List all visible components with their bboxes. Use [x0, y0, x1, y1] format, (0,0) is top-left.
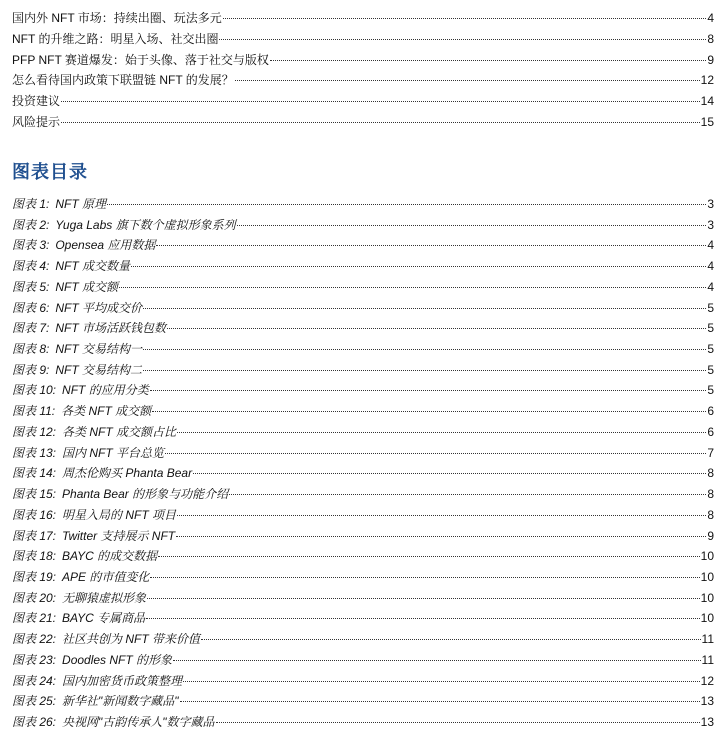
figure-label: 图表 20: — [12, 590, 57, 605]
figure-entry[interactable] — [12, 235, 714, 256]
figure-entry-text — [12, 712, 215, 733]
dot-leader — [152, 411, 706, 412]
figure-label: 图表 5: — [12, 279, 50, 294]
figure-page: 8 — [707, 507, 714, 522]
dot-leader — [107, 204, 706, 205]
figure-page: 13 — [700, 694, 714, 709]
figure-page: 11 — [701, 652, 714, 667]
figure-title: NFT 成交额 — [55, 279, 119, 294]
dot-leader — [177, 432, 706, 433]
figure-label: 图表 15: — [12, 487, 57, 502]
figure-page: 4 — [707, 279, 714, 294]
figures-heading: 图表目录 — [12, 162, 88, 182]
toc-entry-title: NFT 的升维之路：明星入场、社交出圈 — [12, 31, 219, 46]
figure-label: 图表 10: — [12, 383, 57, 398]
figure-page: 5 — [707, 300, 714, 315]
figure-entry[interactable] — [12, 401, 714, 422]
dot-leader — [150, 577, 699, 578]
figure-entry[interactable] — [12, 256, 714, 277]
figure-entry-text — [12, 380, 149, 401]
figure-entry-text — [12, 256, 130, 277]
figure-page: 11 — [701, 632, 714, 647]
figure-entry-text — [12, 215, 236, 236]
figure-title: 新华社"新闻数字藏品" — [62, 694, 179, 709]
figure-page: 8 — [707, 487, 714, 502]
dot-leader — [177, 515, 706, 516]
figure-title: NFT 市场活跃钱包数 — [55, 321, 167, 336]
figure-entry[interactable] — [12, 691, 714, 712]
figure-entry[interactable] — [12, 298, 714, 319]
dot-leader — [119, 287, 706, 288]
figure-label: 图表 24: — [12, 673, 57, 688]
figure-entry[interactable] — [12, 463, 714, 484]
figure-entry[interactable] — [12, 629, 714, 650]
figure-title: 央视网"古韵传承人"数字藏品 — [62, 714, 215, 729]
dot-leader — [237, 225, 707, 226]
figure-entry-text — [12, 588, 146, 609]
dot-leader — [156, 245, 706, 246]
figure-label: 图表 7: — [12, 321, 50, 336]
dot-leader — [131, 266, 706, 267]
figure-entry-text — [12, 277, 118, 298]
figure-entry[interactable] — [12, 443, 714, 464]
toc-entry-page: 8 — [707, 31, 714, 46]
dot-leader — [193, 473, 706, 474]
figure-page: 3 — [707, 197, 714, 211]
figure-label: 图表 9: — [12, 362, 50, 377]
figure-entry-text — [12, 235, 155, 256]
dot-leader — [146, 618, 699, 619]
figure-entry-text — [12, 298, 142, 319]
figure-entry-text — [12, 546, 157, 567]
figure-page: 6 — [707, 404, 714, 419]
figure-entry-text — [12, 443, 164, 464]
figure-entry-text — [12, 484, 228, 505]
toc-entry[interactable] — [12, 50, 714, 71]
figure-entry[interactable] — [12, 567, 714, 588]
dot-leader — [180, 701, 700, 702]
figure-label: 图表 4: — [12, 259, 50, 274]
figure-label: 图表 8: — [12, 342, 50, 357]
dot-leader — [143, 349, 706, 350]
toc-entry-page: 15 — [700, 114, 714, 129]
figure-title: NFT 成交数量 — [55, 259, 131, 274]
figure-title: 国内 NFT 平台总览 — [62, 445, 165, 460]
figure-page: 10 — [700, 569, 714, 584]
figure-page: 4 — [707, 238, 714, 253]
dot-leader — [165, 453, 706, 454]
figure-label: 图表 26: — [12, 714, 57, 729]
figure-title: Doodles NFT 的形象 — [62, 652, 173, 667]
figure-entry[interactable] — [12, 318, 714, 339]
figure-title: NFT 交易结构一 — [55, 342, 143, 357]
figure-page: 3 — [707, 217, 714, 232]
toc-entry[interactable] — [12, 29, 714, 50]
figure-title: 无聊猿虚拟形象 — [62, 590, 147, 605]
figure-title: 各类 NFT 成交额 — [61, 404, 152, 419]
figure-entry[interactable] — [12, 650, 714, 671]
figure-entry-text — [12, 691, 179, 712]
figure-title: NFT 原理 — [55, 197, 107, 211]
figure-entry[interactable] — [12, 380, 714, 401]
figure-page: 12 — [700, 673, 714, 688]
toc-entry-title: 投资建议 — [12, 94, 61, 109]
figure-title: Yuga Labs 旗下数个虚拟形象系列 — [55, 217, 236, 232]
figure-label: 图表 18: — [12, 549, 57, 564]
figure-page: 9 — [707, 528, 714, 543]
dot-leader — [61, 101, 700, 102]
toc-entry[interactable] — [12, 112, 714, 133]
toc-entry-title: 风险提示 — [12, 114, 61, 129]
figure-label: 图表 25: — [12, 694, 57, 709]
figure-title: 明星入局的 NFT 项目 — [62, 507, 177, 522]
figure-page: 6 — [707, 424, 714, 439]
dot-leader — [235, 80, 700, 81]
figure-title: 各类 NFT 成交额占比 — [62, 424, 177, 439]
figure-title: NFT 交易结构二 — [55, 362, 143, 377]
figure-entry-text — [12, 671, 182, 692]
dot-leader — [216, 722, 700, 723]
figure-title: Opensea 应用数据 — [55, 238, 156, 253]
figure-entry-text — [12, 339, 142, 360]
figure-entry[interactable] — [12, 339, 714, 360]
figure-label: 图表 3: — [12, 238, 50, 253]
figure-entry-text — [12, 401, 151, 422]
figure-entry[interactable] — [12, 277, 714, 298]
table-of-contents — [12, 8, 714, 133]
toc-entry-page: 9 — [707, 52, 714, 67]
figure-entry-text — [12, 463, 192, 484]
figure-entry[interactable] — [12, 712, 714, 733]
figure-title: 周杰伦购买 Phanta Bear — [62, 466, 193, 481]
figure-label: 图表 13: — [12, 445, 57, 460]
figure-label: 图表 19: — [12, 569, 57, 584]
toc-entry-page: 12 — [700, 73, 714, 88]
figure-label: 图表 17: — [12, 528, 57, 543]
toc-entry-page: 4 — [707, 11, 714, 25]
figure-entry[interactable] — [12, 546, 714, 567]
figure-entry-text — [12, 194, 106, 215]
figure-title: 国内加密货币政策整理 — [62, 673, 183, 688]
figure-label: 图表 22: — [12, 632, 57, 647]
figure-entry[interactable] — [12, 360, 714, 381]
toc-entry[interactable] — [12, 70, 714, 91]
figure-label: 图表 2: — [12, 217, 50, 232]
figure-label: 图表 16: — [12, 507, 57, 522]
figure-entry[interactable] — [12, 671, 714, 692]
figure-entry-text — [12, 526, 175, 547]
dot-leader — [270, 60, 706, 61]
figure-entry-text — [12, 629, 200, 650]
figure-page: 8 — [707, 466, 714, 481]
figure-entry[interactable] — [12, 422, 714, 443]
figure-label: 图表 21: — [12, 611, 57, 626]
dot-leader — [183, 681, 700, 682]
figure-label: 图表 12: — [12, 424, 57, 439]
figure-page: 5 — [707, 383, 714, 398]
dot-leader — [201, 639, 701, 640]
figure-page: 10 — [700, 549, 714, 564]
toc-entry-title: 怎么看待国内政策下联盟链 NFT 的发展？ — [12, 73, 234, 88]
list-of-figures — [12, 194, 714, 733]
figure-entry[interactable] — [12, 526, 714, 547]
figure-page: 7 — [707, 445, 714, 460]
figure-label: 图表 14: — [12, 466, 57, 481]
figure-page: 4 — [707, 259, 714, 274]
dot-leader — [143, 370, 706, 371]
figure-title: BAYC 专属商品 — [62, 611, 146, 626]
figure-entry-text — [12, 360, 142, 381]
dot-leader — [223, 18, 707, 19]
toc-entry-title: PFP NFT 赛道爆发：始于头像、落于社交与版权 — [12, 52, 269, 67]
figure-entry[interactable] — [12, 588, 714, 609]
figure-title: BAYC 的成交数据 — [62, 549, 158, 564]
figure-entry[interactable] — [12, 215, 714, 236]
figure-page: 5 — [707, 362, 714, 377]
figure-entry[interactable] — [12, 608, 714, 629]
dot-leader — [150, 390, 707, 391]
figure-entry-text — [12, 422, 176, 443]
figure-entry[interactable] — [12, 505, 714, 526]
dot-leader — [229, 494, 706, 495]
dot-leader — [143, 308, 706, 309]
toc-entry-page: 14 — [700, 94, 714, 109]
dot-leader — [176, 536, 706, 537]
figure-page: 13 — [700, 714, 714, 729]
dot-leader — [147, 598, 700, 599]
figure-entry[interactable] — [12, 194, 714, 215]
figure-label: 图表 23: — [12, 652, 57, 667]
figure-label: 图表 1: — [12, 197, 50, 211]
dot-leader — [158, 556, 699, 557]
figure-entry[interactable] — [12, 484, 714, 505]
figure-page: 10 — [700, 590, 714, 605]
figure-title: NFT 的应用分类 — [62, 383, 149, 398]
toc-entry[interactable] — [12, 8, 714, 29]
figure-title: NFT 平均成交价 — [55, 300, 143, 315]
figure-entry-text — [12, 608, 145, 629]
figure-label: 图表 11: — [12, 404, 56, 419]
figure-page: 10 — [700, 611, 714, 626]
figure-page: 5 — [707, 342, 714, 357]
toc-entry[interactable] — [12, 91, 714, 112]
figure-entry-text — [12, 505, 176, 526]
figure-title: APE 的市值变化 — [62, 569, 150, 584]
dot-leader — [167, 328, 706, 329]
dot-leader — [173, 660, 700, 661]
figure-title: Twitter 支持展示 NFT — [62, 528, 176, 543]
figure-page: 5 — [707, 321, 714, 336]
figure-title: 社区共创为 NFT 带来价值 — [62, 632, 201, 647]
figure-entry-text — [12, 318, 166, 339]
figure-entry-text — [12, 650, 172, 671]
dot-leader — [219, 39, 706, 40]
toc-entry-title: 国内外 NFT 市场：持续出圈、玩法多元 — [12, 11, 222, 25]
figure-entry-text — [12, 567, 149, 588]
figure-label: 图表 6: — [12, 300, 50, 315]
dot-leader — [61, 122, 700, 123]
figure-title: Phanta Bear 的形象与功能介绍 — [62, 487, 229, 502]
